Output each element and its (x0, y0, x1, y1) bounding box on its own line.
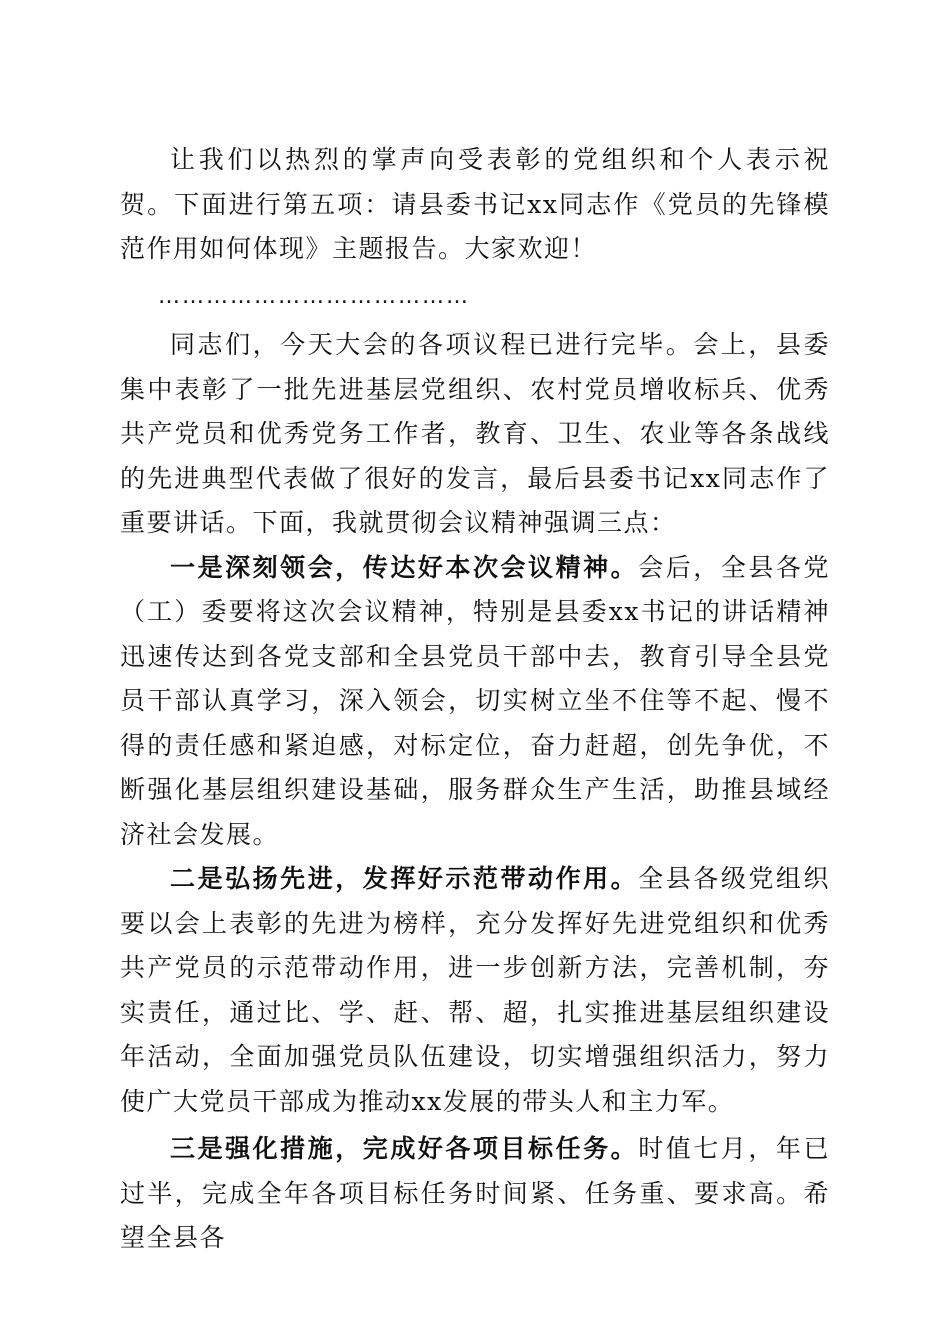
paragraph-point-two (120, 857, 830, 1124)
point-one-heading: 一是深刻领会，传达好本次会议精神。 (170, 552, 639, 582)
paragraph-point-one (120, 546, 830, 858)
paragraph-applause: 让我们以热烈的掌声向受表彰的党组织和个人表示祝贺。下面进行第五项：请县委书记xx同志作《党员的先锋模范作用如何体现》主题报告。大家欢迎！ (120, 145, 830, 263)
paragraph-summary: 同志们，今天大会的各项议程已进行完毕。会上，县委集中表彰了一批先进基层党组织、农村党员增收标兵、优秀共产党员和优秀党务工作者，教育、卫生、农业等各条战线的先进典型代表做了很好的发言，最后县委书记xx同志作了重要讲话。下面，我就贯彻会议精神强调三点： (120, 330, 830, 537)
ellipsis-separator: ………………………………… (158, 283, 470, 309)
point-two-heading: 二是弘扬先进，发挥好示范带动作用。 (170, 864, 639, 893)
point-two-body: 全县各级党组织要以会上表彰的先进为榜样，充分发挥好先进党组织和优秀共产党员的示范带动作用，进一步创新方法，完善机制，夯实责任，通过比、学、赶、帮、超，扎实推进基层组织建设年活动，全面加强党员队伍建设，切实增强组织活力，努力使广大党员干部成为推动xx发展的带头人和主力军。 (120, 864, 830, 1116)
point-three-body: 时值七月，年已过半，完成全年各项目标任务时间紧、任务重、要求高。希望全县各 (120, 1134, 830, 1252)
paragraph-point-three (120, 1127, 830, 1261)
point-three-heading: 三是强化措施，完成好各项目标任务。 (170, 1134, 639, 1163)
document-body (120, 138, 830, 1261)
point-one-body: 会后，全县各党（工）委要将这次会议精神，特别是县委xx书记的讲话精神迅速传达到各党支部和全县党员干部中去，教育引导全县党员干部认真学习，深入领会，切实树立坐不住等不起、慢不得的责任感和紧迫感，对标定位，奋力赶超，创先争优，不断强化基层组织建设基础，服务群众生产生活，助推县域经济社会发展。 (120, 552, 830, 849)
